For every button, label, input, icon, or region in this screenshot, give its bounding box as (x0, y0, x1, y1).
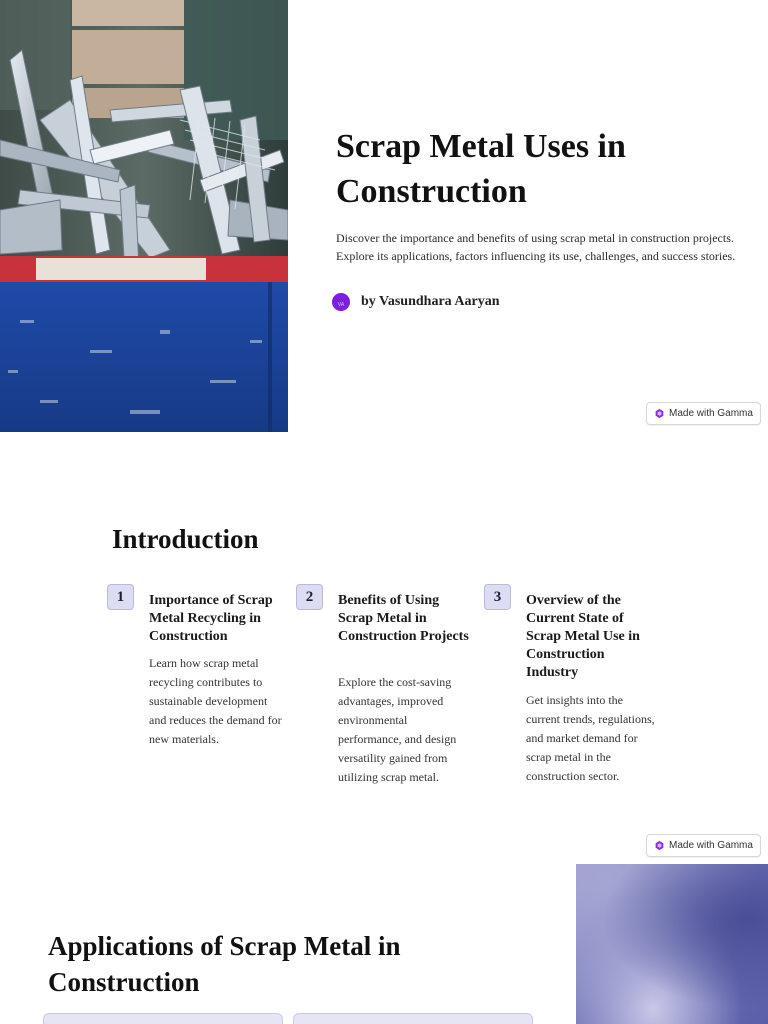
author-avatar (332, 293, 350, 311)
application-card (43, 1013, 283, 1024)
introduction-title: Introduction (112, 524, 259, 554)
decorative-gradient-image (576, 864, 768, 1024)
presentation-description: Discover the importance and benefits of using scrap metal in construction projects. Explore its applications, factors influencing its use, challenges, and success stories. (336, 231, 736, 263)
intro-item-heading: Benefits of Using Scrap Metal in Construction Projects (338, 593, 469, 644)
title-slide (0, 0, 768, 432)
avatar-initials: VA (337, 302, 345, 308)
scrap-metal-dumpster-photo (0, 0, 288, 432)
intro-item-heading: Importance of Scrap Metal Recycling in Construction (149, 593, 273, 644)
badge-label: Made with Gamma (669, 408, 753, 419)
intro-item-heading: Overview of the Current State of Scrap Metal Use in Construction Industry (526, 593, 640, 680)
gamma-logo-icon (655, 841, 664, 850)
applications-title: Applications of Scrap Metal in Construction (48, 931, 401, 997)
application-card (293, 1013, 533, 1024)
step-number-badge: 1 (107, 584, 134, 610)
presentation-title: Scrap Metal Uses in Construction (336, 128, 626, 210)
author-block (332, 293, 500, 311)
intro-item-text: Learn how scrap metal recycling contributes to sustainable development and reduces the demand for new materials. (149, 656, 282, 746)
gamma-logo-icon (655, 409, 664, 418)
made-with-gamma-badge[interactable] (646, 402, 761, 425)
step-number-badge: 3 (484, 584, 511, 610)
intro-item-text: Explore the cost-saving advantages, improved environmental performance, and design versatility gained from utilizing scrap metal. (338, 675, 457, 784)
badge-label: Made with Gamma (669, 840, 753, 851)
author-name: by Vasundhara Aaryan (361, 294, 500, 309)
introduction-slide (0, 432, 768, 864)
made-with-gamma-badge[interactable] (646, 834, 761, 857)
applications-slide (0, 864, 768, 1024)
step-number-badge: 2 (296, 584, 323, 610)
intro-item-text: Get insights into the current trends, regulations, and market demand for scrap metal in the construction sector. (526, 693, 655, 783)
